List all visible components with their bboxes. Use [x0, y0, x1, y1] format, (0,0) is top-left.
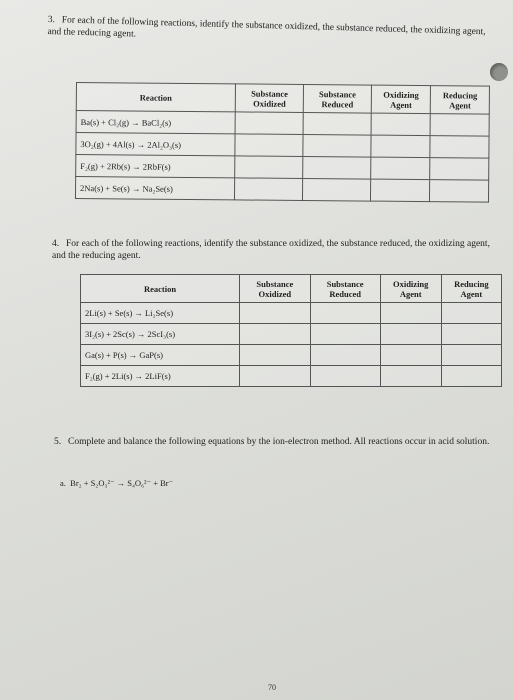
answer-cell[interactable]	[441, 324, 501, 345]
answer-cell[interactable]	[310, 366, 380, 387]
answer-cell[interactable]	[310, 324, 380, 345]
page-number: 70	[268, 683, 276, 692]
answer-cell[interactable]	[371, 113, 431, 136]
question-5	[54, 436, 494, 448]
header-reducing-agent: Reducing Agent	[431, 86, 490, 115]
answer-cell[interactable]	[303, 178, 371, 201]
equation-a-label: a.	[60, 478, 66, 488]
answer-cell[interactable]	[380, 303, 441, 324]
header-oxidizing-agent: Oxidizing Agent	[371, 85, 431, 114]
equation-a-text: Br₂ + S₂O₃²⁻ → S₄O₆²⁻ + Br⁻	[70, 478, 174, 488]
answer-cell[interactable]	[430, 136, 489, 159]
header-reducing-agent: Reducing Agent	[441, 275, 501, 303]
answer-cell[interactable]	[303, 134, 371, 157]
header-substance-reduced: Substance Reduced	[310, 275, 380, 303]
table-question-4	[80, 274, 502, 387]
table-row	[81, 303, 502, 324]
table-row	[81, 324, 502, 345]
reaction-cell: Ba(s) + Cl₂(g) → BaCl₂(s)	[76, 111, 235, 134]
answer-cell[interactable]	[303, 156, 371, 179]
reaction-cell: Ga(s) + P(s) → GaP(s)	[81, 345, 240, 366]
reaction-cell: 3I₂(s) + 2Sc(s) → 2ScI₃(s)	[81, 324, 240, 345]
header-reaction: Reaction	[81, 275, 240, 303]
header-substance-reduced: Substance Reduced	[303, 84, 371, 113]
table-question-3	[75, 82, 490, 203]
header-reaction: Reaction	[76, 83, 235, 112]
answer-cell[interactable]	[441, 303, 501, 324]
reaction-cell: 2Na(s) + Se(s) → Na₂Se(s)	[75, 177, 234, 200]
answer-cell[interactable]	[240, 345, 311, 366]
answer-cell[interactable]	[310, 345, 380, 366]
answer-cell[interactable]	[234, 178, 302, 201]
question-4-number: 4.	[52, 239, 60, 249]
reaction-cell: F₂(g) + 2Li(s) → 2LiF(s)	[81, 366, 240, 387]
question-3-number: 3.	[47, 14, 56, 26]
equation-a	[60, 478, 173, 489]
answer-cell[interactable]	[380, 324, 441, 345]
answer-cell[interactable]	[240, 366, 311, 387]
answer-cell[interactable]	[240, 324, 311, 345]
question-5-number: 5.	[54, 437, 62, 447]
binder-hole	[490, 63, 508, 81]
question-4-text: For each of the following reactions, identify the substance oxidized, the substance reduced, the oxidizing agent, and the reducing agent.	[52, 239, 490, 261]
header-substance-oxidized: Substance Oxidized	[235, 84, 303, 113]
answer-cell[interactable]	[380, 345, 441, 366]
answer-cell[interactable]	[371, 157, 431, 180]
header-substance-oxidized: Substance Oxidized	[240, 275, 311, 303]
reaction-cell: F₂(g) + 2Rb(s) → 2RbF(s)	[76, 155, 235, 178]
answer-cell[interactable]	[235, 156, 303, 179]
answer-cell[interactable]	[430, 114, 489, 137]
table-row	[75, 177, 488, 203]
answer-cell[interactable]	[235, 112, 303, 135]
reaction-cell: 3O₂(g) + 4Al(s) → 2Al₂O₃(s)	[76, 133, 235, 156]
answer-cell[interactable]	[430, 158, 489, 181]
table-row	[81, 366, 502, 387]
question-5-text: Complete and balance the following equations by the ion-electron method. All reactions occur in acid solution.	[68, 437, 490, 447]
answer-cell[interactable]	[235, 134, 303, 157]
answer-cell[interactable]	[441, 366, 501, 387]
header-oxidizing-agent: Oxidizing Agent	[380, 275, 441, 303]
answer-cell[interactable]	[441, 345, 501, 366]
question-3	[47, 14, 487, 50]
answer-cell[interactable]	[430, 180, 489, 203]
question-4	[52, 238, 492, 262]
answer-cell[interactable]	[310, 303, 380, 324]
reaction-cell: 2Li(s) + Se(s) → Li₂Se(s)	[81, 303, 240, 324]
answer-cell[interactable]	[303, 112, 371, 135]
answer-cell[interactable]	[371, 135, 431, 158]
answer-cell[interactable]	[370, 179, 430, 202]
answer-cell[interactable]	[240, 303, 311, 324]
question-3-text: For each of the following reactions, identify the substance oxidized, the substance reduced, the oxidizing agent, and the reducing agent.	[47, 15, 486, 40]
table-row	[81, 345, 502, 366]
answer-cell[interactable]	[380, 366, 441, 387]
